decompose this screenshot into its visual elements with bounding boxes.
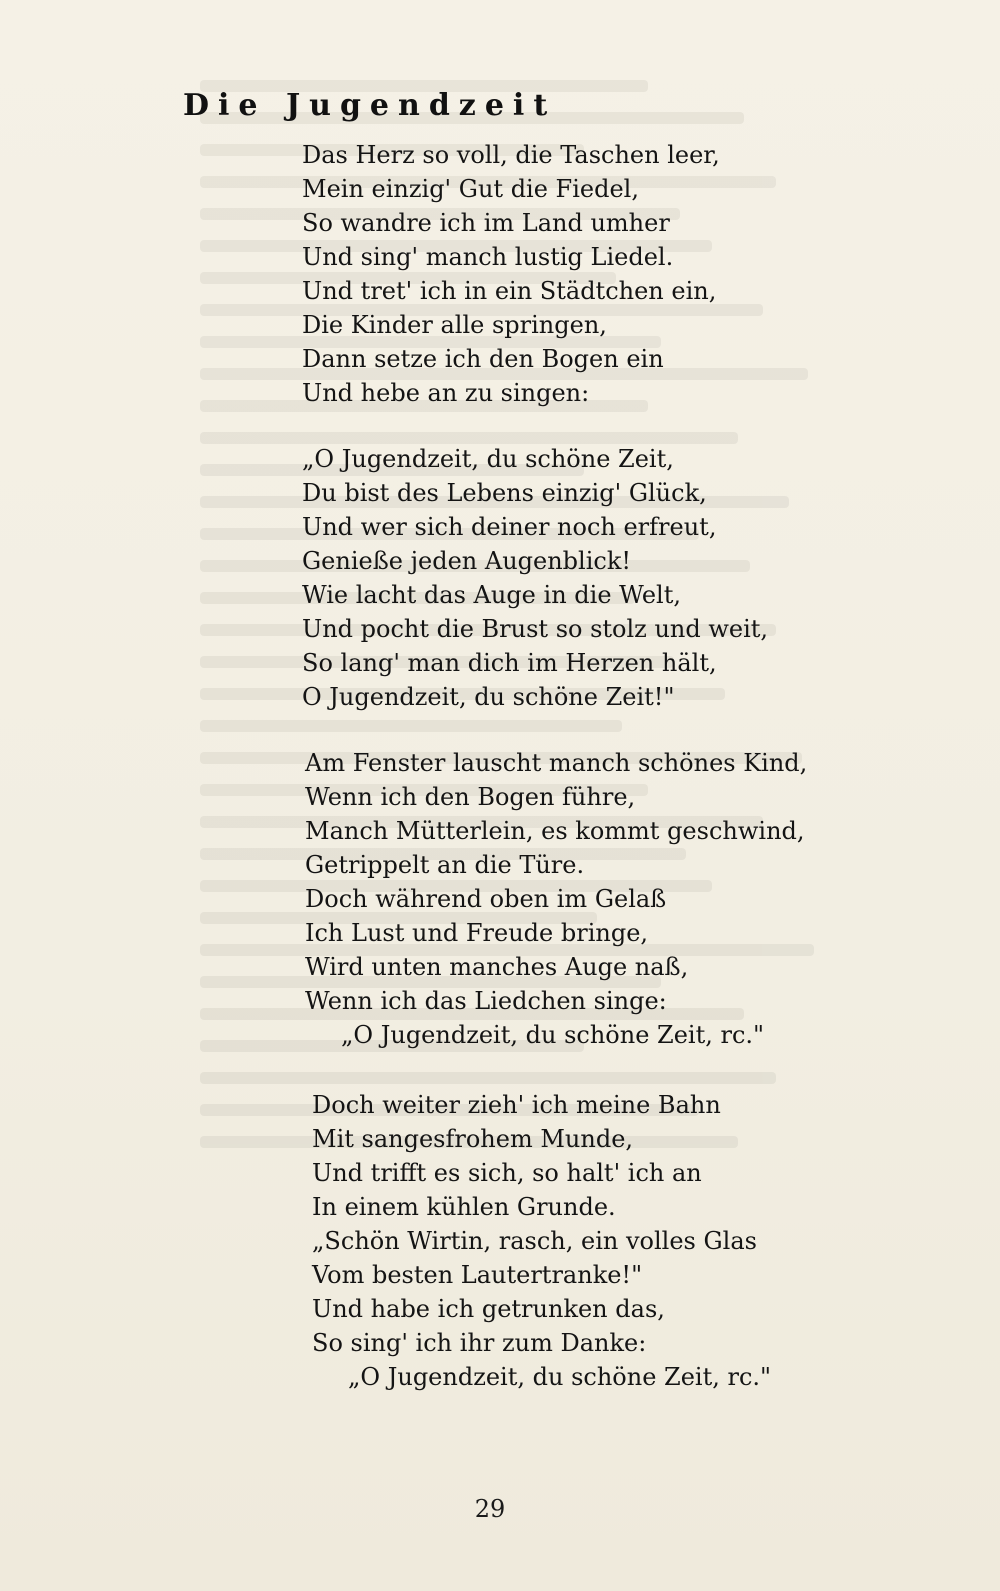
stanza-4 <box>312 1088 771 1394</box>
verse-line: Getrippelt an die Türe. <box>305 851 585 879</box>
verse-line: Mein einzig' Gut die Fiedel, <box>302 175 639 203</box>
verse-line: Wenn ich den Bogen führe, <box>305 783 636 811</box>
verse-line: Doch weiter zieh' ich meine Bahn <box>312 1091 721 1119</box>
verse-line: „Schön Wirtin, rasch, ein volles Glas <box>312 1227 757 1255</box>
verse-line: Wenn ich das Liedchen singe: <box>305 987 667 1015</box>
verse-line: Wie lacht das Auge in die Welt, <box>302 581 682 609</box>
verse-line: Das Herz so voll, die Taschen leer, <box>302 141 720 169</box>
verse-line: Und habe ich getrunken das, <box>312 1295 665 1323</box>
poem-title: Die Jugendzeit <box>183 88 557 123</box>
page-number: 29 <box>474 1495 506 1523</box>
stanza-3 <box>305 746 807 1052</box>
verse-line: Vom besten Lautertranke!" <box>312 1261 643 1289</box>
stanza-1 <box>302 138 720 410</box>
verse-line: Und sing' manch lustig Liedel. <box>302 243 674 271</box>
stanza-2 <box>302 442 768 714</box>
refrain-line: „O Jugendzeit, du schöne Zeit, rc." <box>348 1363 772 1391</box>
verse-line: Wird unten manches Auge naß, <box>305 953 689 981</box>
verse-line: In einem kühlen Grunde. <box>312 1193 616 1221</box>
verse-line: Du bist des Lebens einzig' Glück, <box>302 479 707 507</box>
verse-line: Genieße jeden Augenblick! <box>302 547 632 575</box>
verse-line: „O Jugendzeit, du schöne Zeit, <box>302 445 674 473</box>
verse-line: Und wer sich deiner noch erfreut, <box>302 513 717 541</box>
verse-line: So sing' ich ihr zum Danke: <box>312 1329 647 1357</box>
verse-line: Und tret' ich in ein Städtchen ein, <box>302 277 717 305</box>
verse-line: Doch während oben im Gelaß <box>305 885 667 913</box>
verse-line: Am Fenster lauscht manch schönes Kind, <box>305 749 808 777</box>
verse-line: O Jugendzeit, du schöne Zeit!" <box>302 683 675 711</box>
verse-line: Und hebe an zu singen: <box>302 379 590 407</box>
refrain-line: „O Jugendzeit, du schöne Zeit, rc." <box>341 1021 765 1049</box>
verse-line: Mit sangesfrohem Munde, <box>312 1125 634 1153</box>
verse-line: Manch Mütterlein, es kommt geschwind, <box>305 817 805 845</box>
verse-line: Dann setze ich den Bogen ein <box>302 345 664 373</box>
verse-line: So wandre ich im Land umher <box>302 209 670 237</box>
verse-line: Und pocht die Brust so stolz und weit, <box>302 615 769 643</box>
verse-line: Und trifft es sich, so halt' ich an <box>312 1159 702 1187</box>
verse-line: Ich Lust und Freude bringe, <box>305 919 649 947</box>
verse-line: So lang' man dich im Herzen hält, <box>302 649 717 677</box>
verse-line: Die Kinder alle springen, <box>302 311 607 339</box>
